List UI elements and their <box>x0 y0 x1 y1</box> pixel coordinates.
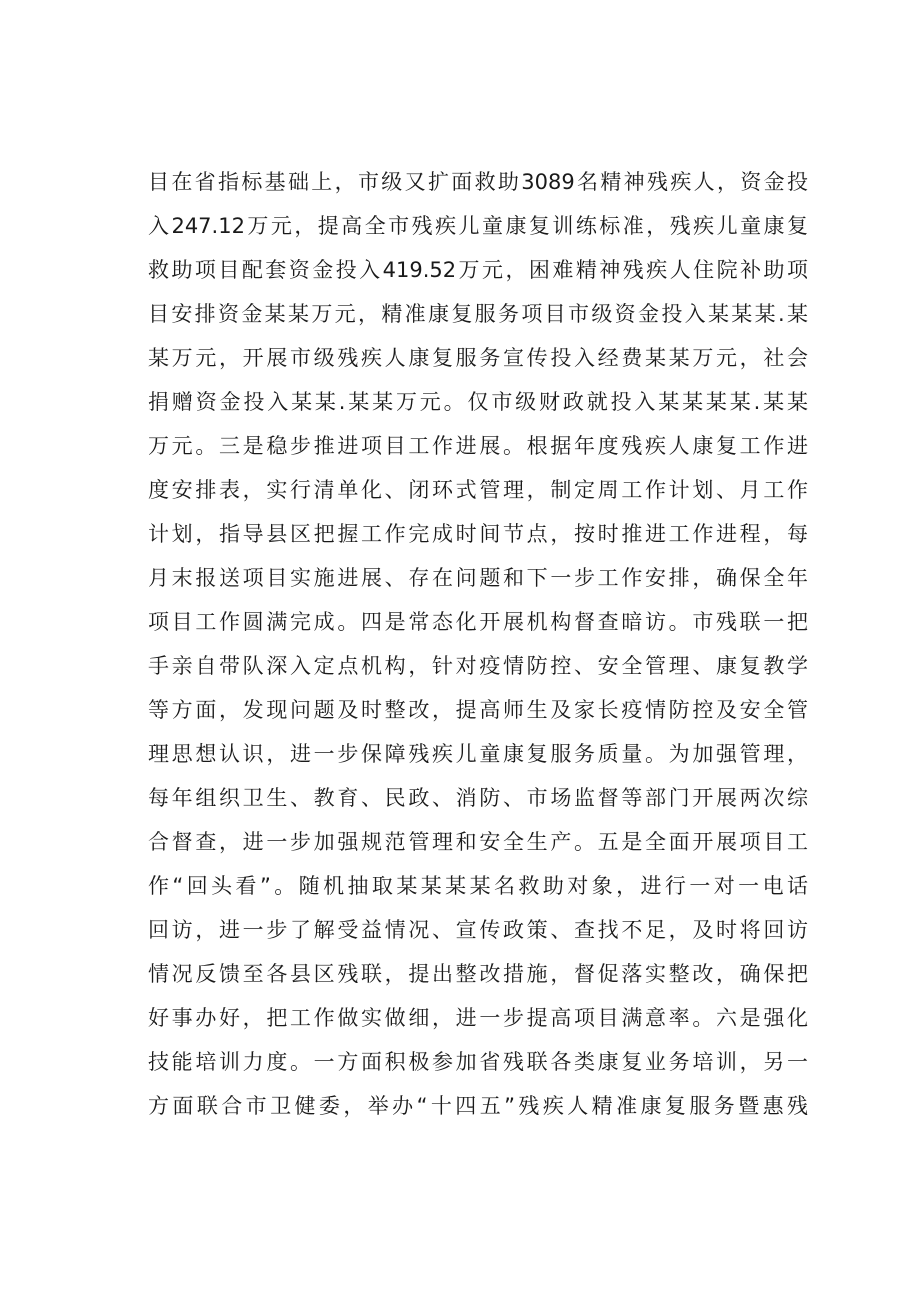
text-line: 捐赠资金投入某某.某某万元。仅市级财政就投入某某某某.某某 <box>148 390 808 414</box>
text-line: 万元。三是稳步推进项目工作进展。根据年度残疾人康复工作进 <box>148 434 808 458</box>
text-line: 入247.12万元，提高全市残疾儿童康复训练标准，残疾儿童康复 <box>148 214 808 238</box>
text-line: 目在省指标基础上，市级又扩面救助3089名精神残疾人，资金投 <box>148 170 808 194</box>
text-line: 项目工作圆满完成。四是常态化开展机构督查暗访。市残联一把 <box>148 610 808 634</box>
text-line: 手亲自带队深入定点机构，针对疫情防控、安全管理、康复教学 <box>148 654 808 678</box>
text-line: 技能培训力度。一方面积极参加省残联各类康复业务培训，另一 <box>148 1050 808 1074</box>
text-line: 计划，指导县区把握工作完成时间节点，按时推进工作进程，每 <box>148 522 808 546</box>
body-paragraph <box>148 160 808 1128</box>
text-line: 回访，进一步了解受益情况、宣传政策、查找不足，及时将回访 <box>148 918 808 942</box>
text-line: 度安排表，实行清单化、闭环式管理，制定周工作计划、月工作 <box>148 478 808 502</box>
text-line: 月末报送项目实施进展、存在问题和下一步工作安排，确保全年 <box>148 566 808 590</box>
text-line: 目安排资金某某万元，精准康复服务项目市级资金投入某某某.某 <box>148 302 808 326</box>
text-line: 某万元，开展市级残疾人康复服务宣传投入经费某某万元，社会 <box>148 346 808 370</box>
text-line: 等方面，发现问题及时整改，提高师生及家长疫情防控及安全管 <box>148 698 808 722</box>
text-line: 每年组织卫生、教育、民政、消防、市场监督等部门开展两次综 <box>148 786 808 810</box>
text-line: 好事办好，把工作做实做细，进一步提高项目满意率。六是强化 <box>148 1006 808 1030</box>
text-line: 方面联合市卫健委，举办“十四五”残疾人精准康复服务暨惠残 <box>148 1094 808 1118</box>
text-line: 救助项目配套资金投入419.52万元，困难精神残疾人住院补助项 <box>148 258 808 282</box>
text-line: 情况反馈至各县区残联，提出整改措施，督促落实整改，确保把 <box>148 962 808 986</box>
text-line: 作“回头看”。随机抽取某某某某名救助对象，进行一对一电话 <box>148 874 808 898</box>
text-line: 理思想认识，进一步保障残疾儿童康复服务质量。为加强管理， <box>148 742 808 766</box>
text-line: 合督查，进一步加强规范管理和安全生产。五是全面开展项目工 <box>148 830 808 854</box>
